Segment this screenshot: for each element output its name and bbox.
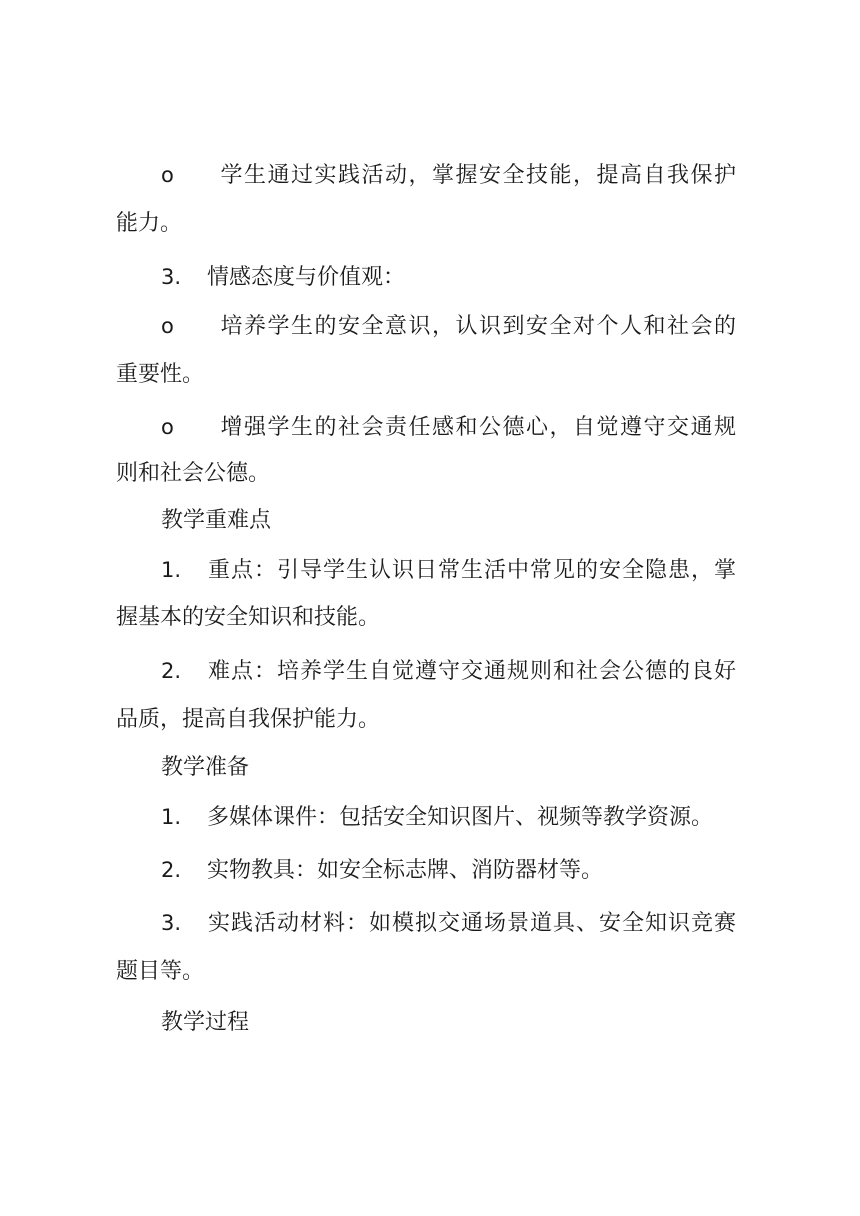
bullet-marker: o — [161, 415, 174, 439]
bullet-attitude-1-line2: 重要性。 — [116, 362, 205, 387]
list-item-3 — [161, 252, 736, 303]
section-heading-process: 教学过程 — [161, 1010, 250, 1035]
list-item-prep-1 — [161, 792, 736, 843]
list-item-text: 实践活动材料：如模拟交通场景道具、安全知识竞赛 — [207, 911, 736, 936]
list-item-difficulty-2-line1 — [161, 646, 736, 697]
number-marker: 2. — [161, 659, 182, 683]
number-marker: 2. — [161, 858, 182, 882]
bullet-marker: o — [161, 314, 174, 338]
list-item-text: 重点：引导学生认识日常生活中常见的安全隐患，掌 — [207, 558, 736, 583]
bullet-text: 培养学生的安全意识，认识到安全对个人和社会的 — [219, 314, 736, 339]
list-item-prep-3-line2: 题目等。 — [116, 959, 205, 984]
bullet-skills-line2: 能力。 — [116, 211, 183, 236]
list-item-text: 多媒体课件：包括安全知识图片、视频等教学资源。 — [207, 805, 714, 830]
number-marker: 1. — [161, 558, 182, 582]
list-item-text: 实物教具：如安全标志牌、消防器材等。 — [207, 858, 604, 883]
bullet-skills-line1 — [161, 150, 736, 201]
list-item-prep-3-line1 — [161, 898, 736, 949]
number-marker: 1. — [161, 805, 182, 829]
bullet-marker: o — [161, 163, 174, 187]
number-marker: 3. — [161, 911, 182, 935]
section-heading-difficulty: 教学重难点 — [161, 508, 272, 533]
bullet-text: 学生通过实践活动，掌握安全技能，提高自我保护 — [219, 163, 736, 188]
number-marker: 3. — [161, 265, 182, 289]
list-item-text: 难点：培养学生自觉遵守交通规则和社会公德的良好 — [207, 659, 736, 684]
bullet-text: 增强学生的社会责任感和公德心，自觉遵守交通规 — [219, 415, 736, 440]
bullet-attitude-2-line1 — [161, 402, 736, 453]
bullet-attitude-1-line1 — [161, 301, 736, 352]
bullet-attitude-2-line2: 则和社会公德。 — [116, 461, 271, 486]
list-item-prep-2 — [161, 845, 736, 896]
list-item-difficulty-2-line2: 品质，提高自我保护能力。 — [116, 707, 381, 732]
section-heading-preparation: 教学准备 — [161, 755, 250, 780]
list-item-difficulty-1-line1 — [161, 545, 736, 596]
list-item-difficulty-1-line2: 握基本的安全知识和技能。 — [116, 605, 381, 630]
list-item-text: 情感态度与价值观： — [207, 265, 406, 290]
